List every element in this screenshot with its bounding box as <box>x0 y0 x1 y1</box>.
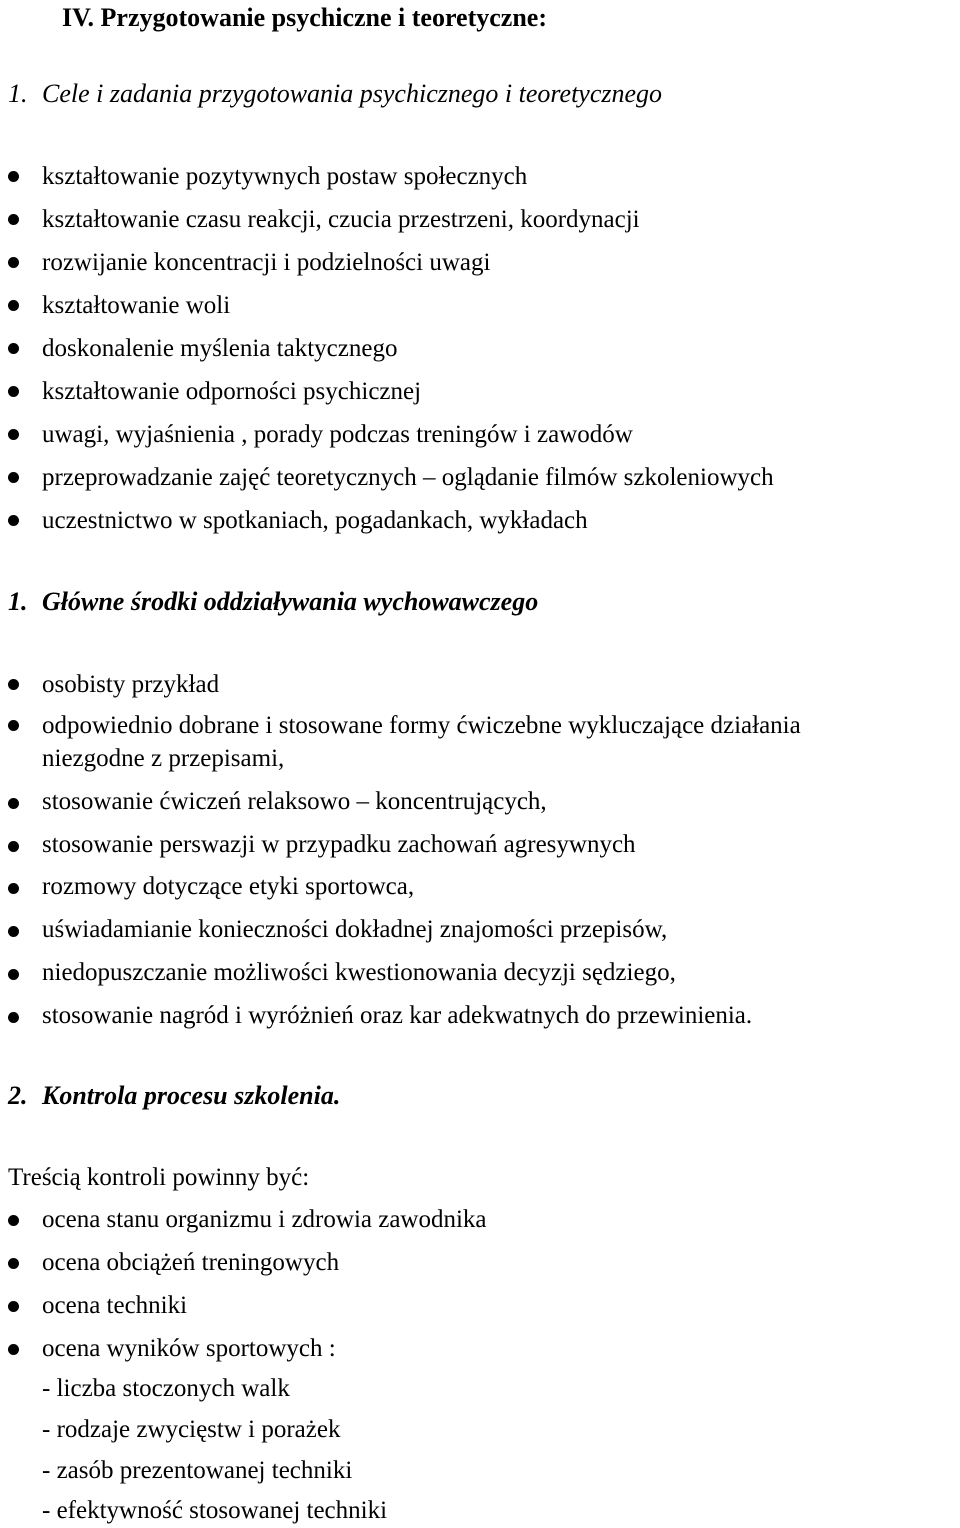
list-item: kształtowanie woli <box>42 292 231 319</box>
bullet-icon <box>8 257 19 268</box>
bullet-icon <box>8 1301 19 1312</box>
bullet-icon <box>8 343 19 354</box>
subsection-title-3: Kontrola procesu szkolenia. <box>42 1081 341 1110</box>
subsection-title-2: Główne środki oddziaływania wychowawczego <box>42 587 539 616</box>
intro-text: Treścią kontroli powinny być: <box>8 1164 310 1191</box>
list-item-continuation: niezgodne z przepisami, <box>42 745 285 772</box>
dash-list-item: - zasób prezentowanej techniki <box>42 1457 353 1484</box>
bullet-icon <box>8 300 19 311</box>
subsection-number-1: 1. <box>8 79 28 108</box>
list-item: kształtowanie czasu reakcji, czucia przestrzeni, koordynacji <box>42 206 640 233</box>
bullet-icon <box>8 969 19 980</box>
dash-list-item: - efektywność stosowanej techniki <box>42 1497 388 1524</box>
bullet-icon <box>8 883 19 894</box>
subsection-number-2: 1. <box>8 587 28 616</box>
subsection-title-1: Cele i zadania przygotowania psychicznego i teoretycznego <box>42 79 663 108</box>
list-item: kształtowanie pozytywnych postaw społecznych <box>42 163 528 190</box>
bullet-icon <box>8 171 19 182</box>
dash-list-item: - rodzaje zwycięstw i porażek <box>42 1416 341 1443</box>
bullet-icon <box>8 798 19 809</box>
dash-list-item: - liczba stoczonych walk <box>42 1375 290 1402</box>
list-item: niedopuszczanie możliwości kwestionowania decyzji sędziego, <box>42 959 676 986</box>
list-item: ocena wyników sportowych : <box>42 1335 336 1362</box>
section-title: IV. Przygotowanie psychiczne i teoretyczne: <box>62 3 547 32</box>
list-item: ocena stanu organizmu i zdrowia zawodnika <box>42 1206 487 1233</box>
list-item: rozmowy dotyczące etyki sportowca, <box>42 873 415 900</box>
list-item: stosowanie perswazji w przypadku zachowań agresywnych <box>42 831 636 858</box>
list-item: kształtowanie odporności psychicznej <box>42 378 422 405</box>
bullet-icon <box>8 679 19 690</box>
list-item: odpowiednio dobrane i stosowane formy ćwiczebne wykluczające działania <box>42 712 801 739</box>
list-item: stosowanie nagród i wyróżnień oraz kar adekwatnych do przewinienia. <box>42 1002 753 1029</box>
bullet-icon <box>8 214 19 225</box>
list-item: uczestnictwo w spotkaniach, pogadankach, wykładach <box>42 507 588 534</box>
list-item: osobisty przykład <box>42 671 220 698</box>
bullet-icon <box>8 1344 19 1355</box>
bullet-icon <box>8 1215 19 1226</box>
list-item: doskonalenie myślenia taktycznego <box>42 335 398 362</box>
bullet-icon <box>8 720 19 731</box>
bullet-icon <box>8 841 19 852</box>
list-item: stosowanie ćwiczeń relaksowo – koncentrujących, <box>42 788 547 815</box>
bullet-icon <box>8 1012 19 1023</box>
bullet-icon <box>8 1258 19 1269</box>
bullet-icon <box>8 515 19 526</box>
list-item: rozwijanie koncentracji i podzielności uwagi <box>42 249 491 276</box>
list-item: ocena obciążeń treningowych <box>42 1249 340 1276</box>
bullet-icon <box>8 429 19 440</box>
list-item: ocena techniki <box>42 1292 188 1319</box>
subsection-number-3: 2. <box>8 1081 28 1110</box>
bullet-icon <box>8 472 19 483</box>
list-item: uświadamianie konieczności dokładnej znajomości przepisów, <box>42 916 668 943</box>
list-item: uwagi, wyjaśnienia , porady podczas treningów i zawodów <box>42 421 633 448</box>
bullet-icon <box>8 926 19 937</box>
list-item: przeprowadzanie zajęć teoretycznych – oglądanie filmów szkoleniowych <box>42 464 774 491</box>
bullet-icon <box>8 386 19 397</box>
